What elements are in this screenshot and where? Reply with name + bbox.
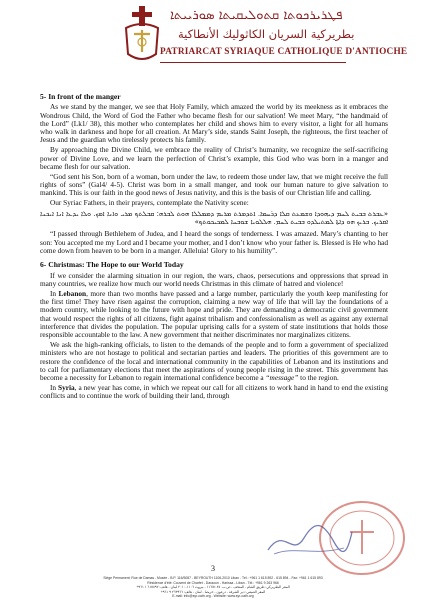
section-5-paragraph-3: “God sent his Son, born of a woman, born under the law, to redeem those under law, that we might receive the full rights of sons” (Gal4/ 4-5). Christ was born in a small manger, and took our human nature to give salvation to mankind. This is our faith in the good news of Jesus nativity, and this is the basis of our Christian life and calling. <box>40 171 388 198</box>
letterhead <box>0 0 426 86</box>
footer-line-1: Siège Permanent: Rue de Damas - Musée - B.P. 116/5087 - BEYROUTH 1106-2010 Liban - Tél.: +961 1 615 892 - 615 894 - Fax: +961 1 615 893 <box>103 576 323 580</box>
footer-line-2: Résidence d'été: Couvent de Charfet - Daraoun - Harissa - Liban - Tél.: +961 9 263 966 <box>147 580 279 585</box>
letter-body <box>40 90 388 402</box>
section-6-paragraph-syria <box>40 384 388 401</box>
officials-text-end: to the region. <box>298 373 339 383</box>
section-5-paragraph-2: By approaching the Divine Child, we embrace the reality of Christ’s humanity, we recognize the self-sacrificing power of Divine Love, and we learn the perfection of Christ’s example, this God who was born in a manger and became flesh for our salvation. <box>40 145 388 171</box>
section-5-paragraph-4: Our Syriac Fathers, in their prayers, contemplate the Nativity scene: <box>50 198 249 208</box>
section-6-paragraph-officials <box>40 341 388 382</box>
letterhead-syriac-title: ܦܛܪܝܪܟܘܬܐ ܩܬܘܠܝܩܝܬܐ ܣܘܪܝܝܬܐ <box>170 8 343 23</box>
message-italic: “message” <box>265 373 299 383</box>
officials-text: We ask the high-ranking officials, to listen to the demands of the people and to form a government of specialized ministers who are not hostage to political and sectarian parties and leaders. The priorities of this government are to restore the confidence of the local and international community in the capabilities of Lebanon and its institutions and to call for parliamentary elections that meet the aspirations of young people rising in the street. This government has become a necessity for Lebanon to regain international confidence become a <box>40 339 388 383</box>
syriac-prayer-text: «ܥܒܪܬ ܒܒܝܬ ܠܚܡ ܕܝܗܘܕܐ ܘܫܡܥܬ ܩܠܐ ܕܪܚܡܐ. ܐܬܕܡܪܬ ܡܪܝܡ ܕܡܡܠܠܐ ܗܘܬ ܠܒܪܗ: ܩܒܠܬܟ ܡܪܝ ܘܐܢܐ ܐܡܟ. ܘܠܐ ܝܕܥܐ ܐܢܐ ܐܝܟܢܐ ܐܩܪܝܟ. ܒܪܝܟ ܗܘ ܕܐܬܐ ܠܡܬܝܠܕܘ ܒܒܝܬ ܠܚܡ. ܗܠܠܘܝܐ ܫܘܒܚܐ ܠܡܟܝܟܘܬܟ» <box>40 210 388 227</box>
footer-line-5: E-mail: info@syr-cath.org - Website: www.syr-cath.org <box>172 594 254 599</box>
lebanon-bold: Lebanon <box>58 288 87 298</box>
letterhead-divider <box>160 62 346 63</box>
footer-line-4: المقر الصيفي: دير الشرفة - درعون - حريصا - لبنان - هاتف: ٢٦٣٩٦٦ ٩ ٩٦١+ <box>160 589 266 594</box>
footer-line-3: المقر البطريركي: طريق الشام - المتحف - ص.ب. ١١٦/٥٠٨٧ - بيروت ١١٠٦-٢٠١٠ لبنان - هاتف: ٦١٥٨٩٢ ١ ٩٦١+ <box>136 585 290 590</box>
patriarchal-crest-icon <box>120 4 164 68</box>
lebanon-lead: In <box>50 288 59 298</box>
section-6-paragraph-1: If we consider the alarming situation in our region, the wars, chaos, persecutions and oppressions that spread in many countries, we realize how much our world needs Christmas in this climate of hatred and violence! <box>40 270 388 288</box>
syria-lead: In <box>50 382 59 392</box>
page-number: 3 <box>211 564 215 573</box>
section-5-paragraph-1: As we stand by the manger, we see that Holy Family, which amazed the world by its meekness as it embraces the Wondrous Child, the Word of God the Father who became flesh for our salvation! We meet Mary, “the handmaid of the Lord” (Lk1/ 38), this mother who contemplates her child and shows him to every visitor, a light for all humans who walk in darkness and hope for all creation. At Mary’s side, stands Saint Joseph, the righteous, the first teacher of Jesus and the guardian who tirelessly protects his family. <box>40 102 388 145</box>
section-5-heading: 5- In front of the manger <box>40 92 121 101</box>
syria-text: , a new year has come, in which we repeat our call for all citizens to work hand in hand to end the existing conflicts and to continue the work of building their land, through <box>40 382 389 401</box>
letterhead-footer <box>14 576 412 599</box>
letterhead-arabic-title: بطريركية السريان الكاثوليك الأنطاكية <box>178 27 355 41</box>
prayer-translation-quote: “I passed through Bethlehem of Judea, and I heard the songs of tenderness. I was amazed. Mary’s chanting to her son: You accepted me my Lord and I became your mother, and I don’t know who your father is. Blessed is He who had come down from heaven to be born in a manger. Alleluia! Glory to his humility”. <box>40 229 388 255</box>
section-6-heading: 6- Christmas: The Hope to our World Today <box>40 260 184 270</box>
letterhead-french-title: PATRIARCAT SYRIAQUE CATHOLIQUE D'ANTIOCHE <box>160 47 408 57</box>
lebanon-text: , more than two months have passed and a large number, particularly the youth keep manifesting for the first time! They have risen against the corruption, claiming a new way of life that will lay the foundations of a modern country, while looking to the future with hope and pride. They are demanding a democratic civil government that would respect the rights of all citizens, fight against tribalism and confessionalism as well as against any external interference that divides the population. The popular uprising calls for a system of state institutions that holds those responsible accountable to the law. A new government that neither discriminates nor marginalizes citizens. <box>40 288 388 340</box>
syria-bold: Syria <box>58 382 75 392</box>
section-6-paragraph-lebanon <box>40 290 388 340</box>
